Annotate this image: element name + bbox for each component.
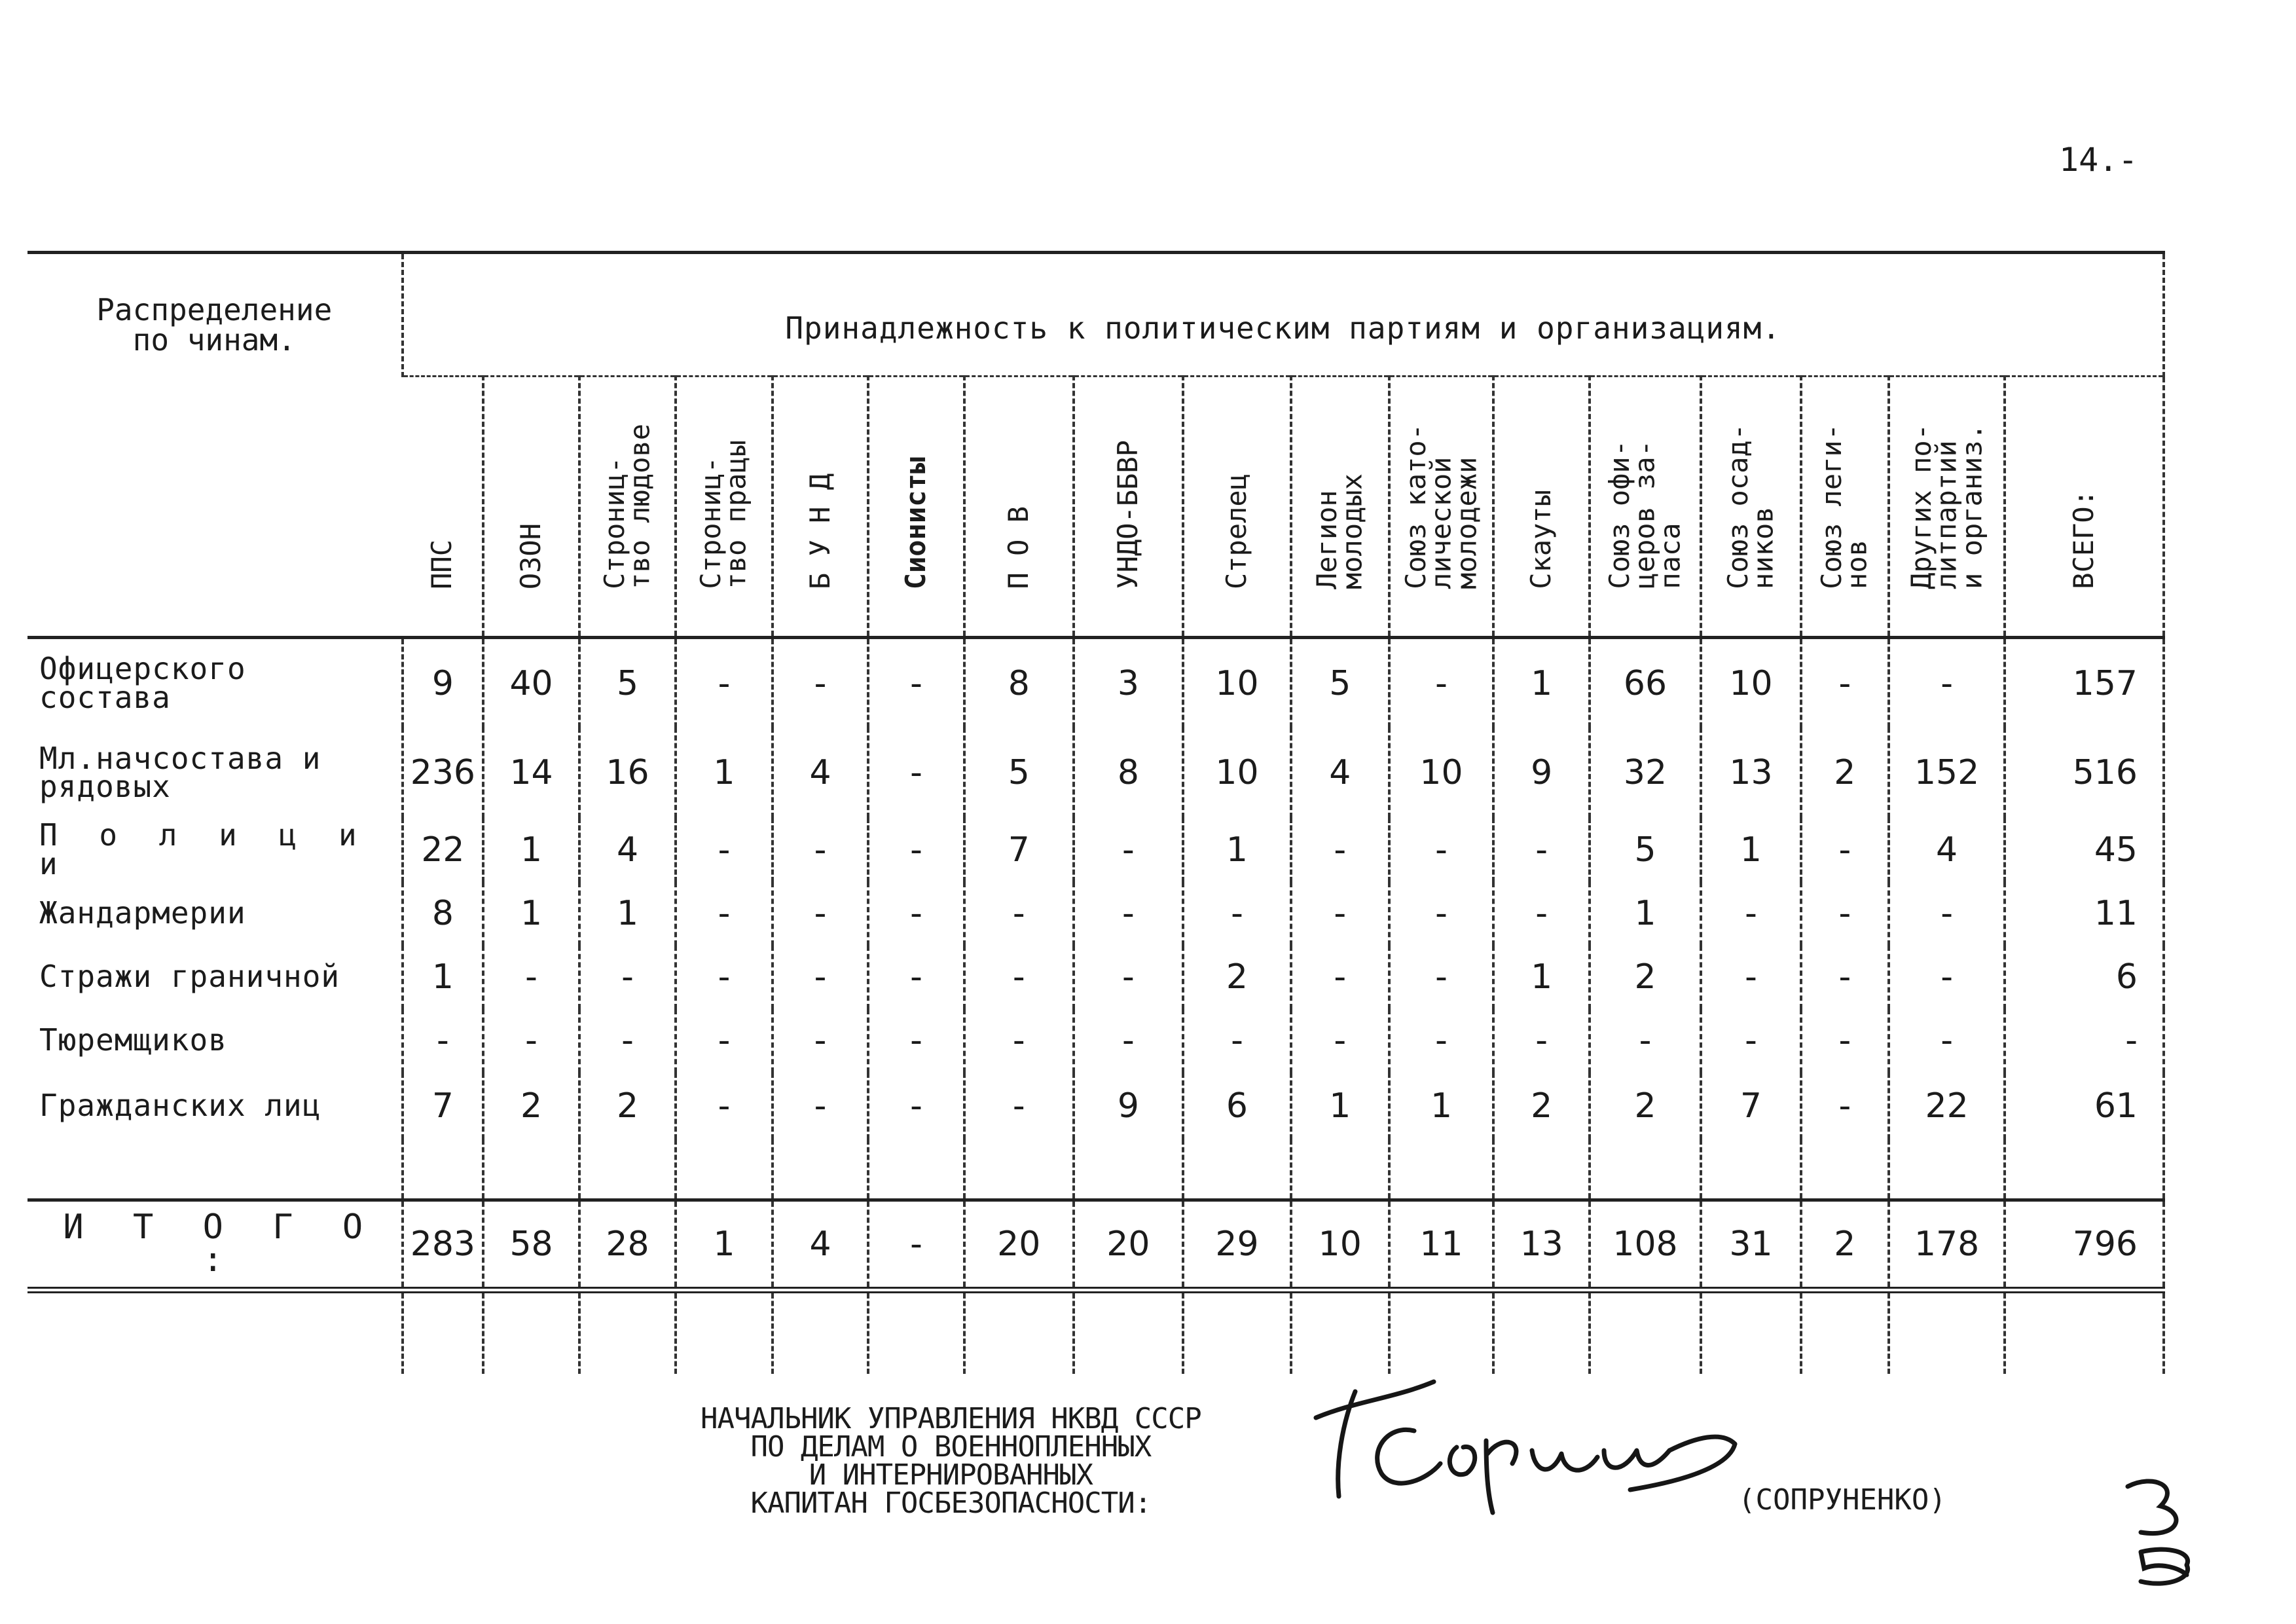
handwritten-signature bbox=[1277, 1365, 1787, 1516]
cell: - bbox=[483, 1009, 579, 1073]
cell: 1 bbox=[579, 882, 676, 946]
table-row bbox=[27, 728, 2164, 818]
cell: - bbox=[676, 1073, 773, 1139]
cell: 2 bbox=[579, 1073, 676, 1139]
table-row bbox=[27, 1009, 2164, 1073]
cell: 5 bbox=[1291, 637, 1389, 728]
cell: 40 bbox=[483, 637, 579, 728]
cell: 1 bbox=[1183, 818, 1291, 881]
cell: 58 bbox=[483, 1200, 579, 1290]
column-header: Союз офи- церов за- паса bbox=[1590, 377, 1701, 638]
cell: - bbox=[1493, 1009, 1589, 1073]
cell: - bbox=[773, 1073, 868, 1139]
cell: 11 bbox=[1389, 1200, 1494, 1290]
cell: 13 bbox=[1701, 728, 1801, 818]
cell: - bbox=[1801, 637, 1889, 728]
row-label: Стражи граничной bbox=[39, 959, 340, 995]
cell: 14 bbox=[483, 728, 579, 818]
table-title: Принадлежность к политическим партиям и организациям. bbox=[403, 253, 2164, 377]
column-header: Б У Н Д bbox=[773, 377, 868, 638]
cell: - bbox=[1291, 1009, 1389, 1073]
cell: 4 bbox=[1291, 728, 1389, 818]
cell: 9 bbox=[1493, 728, 1589, 818]
cell: 1 bbox=[676, 728, 773, 818]
column-header: Стрелец bbox=[1183, 377, 1291, 638]
cell: 10 bbox=[1291, 1200, 1389, 1290]
cell: - bbox=[579, 946, 676, 1009]
cell: 283 bbox=[403, 1200, 484, 1290]
row-label: Мл.начсостава и рядовых bbox=[39, 740, 321, 805]
cell: 8 bbox=[964, 637, 1074, 728]
cell: - bbox=[773, 818, 868, 881]
cell: 1 bbox=[403, 946, 484, 1009]
cell: 10 bbox=[1183, 728, 1291, 818]
handwritten-archive-number bbox=[2115, 1460, 2213, 1591]
cell: 7 bbox=[403, 1073, 484, 1139]
cell: - bbox=[964, 946, 1074, 1009]
cell: 1 bbox=[1493, 946, 1589, 1009]
cell: - bbox=[773, 637, 868, 728]
cell: - bbox=[1493, 882, 1589, 946]
cell: 20 bbox=[964, 1200, 1074, 1290]
cell: 236 bbox=[403, 728, 484, 818]
cell: 5 bbox=[579, 637, 676, 728]
cell: 1 bbox=[1590, 882, 1701, 946]
cell: - bbox=[964, 1073, 1074, 1139]
column-header: Союз като- лической молодежи bbox=[1389, 377, 1494, 638]
cell: - bbox=[868, 818, 964, 881]
table-row bbox=[27, 818, 2164, 881]
cell: 61 bbox=[2005, 1073, 2164, 1139]
cell: 152 bbox=[1889, 728, 2005, 818]
cell: 3 bbox=[1074, 637, 1183, 728]
cell: - bbox=[579, 1009, 676, 1073]
cell: 66 bbox=[1590, 637, 1701, 728]
cell: 4 bbox=[579, 818, 676, 881]
cell: - bbox=[1889, 946, 2005, 1009]
column-header: Других по- литпартий и организ. bbox=[1889, 377, 2005, 638]
cell: - bbox=[1291, 946, 1389, 1009]
cell: - bbox=[676, 882, 773, 946]
cell: 45 bbox=[2005, 818, 2164, 881]
row-label: П о л и ц и и bbox=[39, 818, 369, 881]
cell: - bbox=[1889, 882, 2005, 946]
cell: 8 bbox=[403, 882, 484, 946]
cell: 2 bbox=[483, 1073, 579, 1139]
cell: 4 bbox=[1889, 818, 2005, 881]
cell: 20 bbox=[1074, 1200, 1183, 1290]
cell: - bbox=[1801, 882, 1889, 946]
cell: 6 bbox=[1183, 1073, 1291, 1139]
column-header: Легион молодых bbox=[1291, 377, 1389, 638]
cell: 516 bbox=[2005, 728, 2164, 818]
cell: 28 bbox=[579, 1200, 676, 1290]
table-row bbox=[27, 946, 2164, 1009]
cell: 9 bbox=[1074, 1073, 1183, 1139]
cell: - bbox=[1493, 818, 1589, 881]
cell: 7 bbox=[964, 818, 1074, 881]
cell: - bbox=[2005, 1009, 2164, 1073]
cell: 2 bbox=[1590, 1073, 1701, 1139]
row-label: Жандармерии bbox=[39, 895, 246, 931]
cell: 4 bbox=[773, 728, 868, 818]
cell: 1 bbox=[483, 818, 579, 881]
cell: 29 bbox=[1183, 1200, 1291, 1290]
cell: - bbox=[1389, 637, 1494, 728]
cell: 1 bbox=[1291, 1073, 1389, 1139]
row-label: Гражданских лиц bbox=[39, 1088, 321, 1124]
column-header: ВСЕГО: bbox=[2005, 377, 2164, 638]
cell: 10 bbox=[1183, 637, 1291, 728]
cell: 6 bbox=[2005, 946, 2164, 1009]
cell: 157 bbox=[2005, 637, 2164, 728]
column-header: ОЗОН bbox=[483, 377, 579, 638]
cell: - bbox=[1701, 882, 1801, 946]
cell: - bbox=[1701, 1009, 1801, 1073]
cell: - bbox=[1701, 946, 1801, 1009]
cell: - bbox=[964, 882, 1074, 946]
cell: - bbox=[1801, 1073, 1889, 1139]
total-row bbox=[27, 1200, 2164, 1290]
cell: - bbox=[773, 946, 868, 1009]
column-header: Сионисты bbox=[868, 377, 964, 638]
cell: - bbox=[1183, 882, 1291, 946]
cell: - bbox=[676, 637, 773, 728]
statistics-table bbox=[27, 251, 2165, 1374]
cell: 11 bbox=[2005, 882, 2164, 946]
cell: - bbox=[1389, 882, 1494, 946]
cell: - bbox=[868, 1009, 964, 1073]
cell: 796 bbox=[2005, 1200, 2164, 1290]
cell: 1 bbox=[1493, 637, 1589, 728]
cell: - bbox=[1074, 1009, 1183, 1073]
cell: - bbox=[964, 1009, 1074, 1073]
cell: - bbox=[868, 728, 964, 818]
cell: 2 bbox=[1493, 1073, 1589, 1139]
cell: 1 bbox=[1701, 818, 1801, 881]
cell: - bbox=[1590, 1009, 1701, 1073]
cell: - bbox=[868, 1073, 964, 1139]
cell: 2 bbox=[1183, 946, 1291, 1009]
cell: - bbox=[483, 946, 579, 1009]
cell: - bbox=[1889, 637, 2005, 728]
cell: - bbox=[1389, 1009, 1494, 1073]
cell: - bbox=[773, 1009, 868, 1073]
cell: 31 bbox=[1701, 1200, 1801, 1290]
cell: 1 bbox=[483, 882, 579, 946]
column-header: УНДО-ББВР bbox=[1074, 377, 1183, 638]
column-header: П О В bbox=[964, 377, 1074, 638]
column-header: Союз осад- ников bbox=[1701, 377, 1801, 638]
cell: - bbox=[676, 1009, 773, 1073]
cell: 2 bbox=[1590, 946, 1701, 1009]
table-row bbox=[27, 1073, 2164, 1139]
cell: - bbox=[868, 882, 964, 946]
cell: - bbox=[1183, 1009, 1291, 1073]
cell: 7 bbox=[1701, 1073, 1801, 1139]
column-header: Строниц- тво працы bbox=[676, 377, 773, 638]
cell: - bbox=[676, 818, 773, 881]
cell: - bbox=[1801, 946, 1889, 1009]
column-header: Скауты bbox=[1493, 377, 1589, 638]
cell: 22 bbox=[1889, 1073, 2005, 1139]
cell: - bbox=[1801, 1009, 1889, 1073]
total-label: И Т О Г О : bbox=[63, 1208, 378, 1280]
table-row bbox=[27, 882, 2164, 946]
column-header: Строниц- тво людове bbox=[579, 377, 676, 638]
cell: - bbox=[868, 946, 964, 1009]
row-label: Тюремщиков bbox=[39, 1022, 227, 1058]
signature-title-block: НАЧАЛЬНИК УПРАВЛЕНИЯ НКВД СССР ПО ДЕЛАМ О ВОЕННОПЛЕННЫХ И ИНТЕРНИРОВАННЫХ КАПИТАН ГОСБЕЗОПАСНОСТИ: bbox=[701, 1402, 1201, 1521]
cell: 9 bbox=[403, 637, 484, 728]
cell: - bbox=[1074, 818, 1183, 881]
cell: - bbox=[676, 946, 773, 1009]
cell: - bbox=[868, 1200, 964, 1290]
cell: - bbox=[1389, 818, 1494, 881]
cell: - bbox=[1291, 882, 1389, 946]
cell: 8 bbox=[1074, 728, 1183, 818]
cell: - bbox=[868, 637, 964, 728]
blank-bottom-row bbox=[27, 1290, 2164, 1374]
cell: - bbox=[1801, 818, 1889, 881]
page-number: 14.- bbox=[2059, 141, 2138, 179]
cell: 2 bbox=[1801, 1200, 1889, 1290]
spacer-row bbox=[27, 1139, 2164, 1200]
table-row bbox=[27, 637, 2164, 728]
cell: 5 bbox=[964, 728, 1074, 818]
cell: 13 bbox=[1493, 1200, 1589, 1290]
cell: 4 bbox=[773, 1200, 868, 1290]
cell: - bbox=[1291, 818, 1389, 881]
signatory-name: (СОПРУНЕНКО) bbox=[1738, 1483, 1946, 1517]
cell: 16 bbox=[579, 728, 676, 818]
corner-label: Распределение по чинам. bbox=[96, 292, 333, 358]
cell: 108 bbox=[1590, 1200, 1701, 1290]
cell: 2 bbox=[1801, 728, 1889, 818]
column-header: Союз леги- нов bbox=[1801, 377, 1889, 638]
cell: 178 bbox=[1889, 1200, 2005, 1290]
cell: - bbox=[1889, 1009, 2005, 1073]
cell: - bbox=[403, 1009, 484, 1073]
column-header: ППС bbox=[426, 540, 458, 589]
cell: 10 bbox=[1389, 728, 1494, 818]
cell: 32 bbox=[1590, 728, 1701, 818]
row-label: Офицерского состава bbox=[39, 650, 246, 715]
cell: 22 bbox=[403, 818, 484, 881]
cell: - bbox=[1074, 882, 1183, 946]
cell: 10 bbox=[1701, 637, 1801, 728]
cell: 1 bbox=[1389, 1073, 1494, 1139]
cell: 1 bbox=[676, 1200, 773, 1290]
cell: - bbox=[1389, 946, 1494, 1009]
cell: - bbox=[773, 882, 868, 946]
cell: 5 bbox=[1590, 818, 1701, 881]
cell: - bbox=[1074, 946, 1183, 1009]
